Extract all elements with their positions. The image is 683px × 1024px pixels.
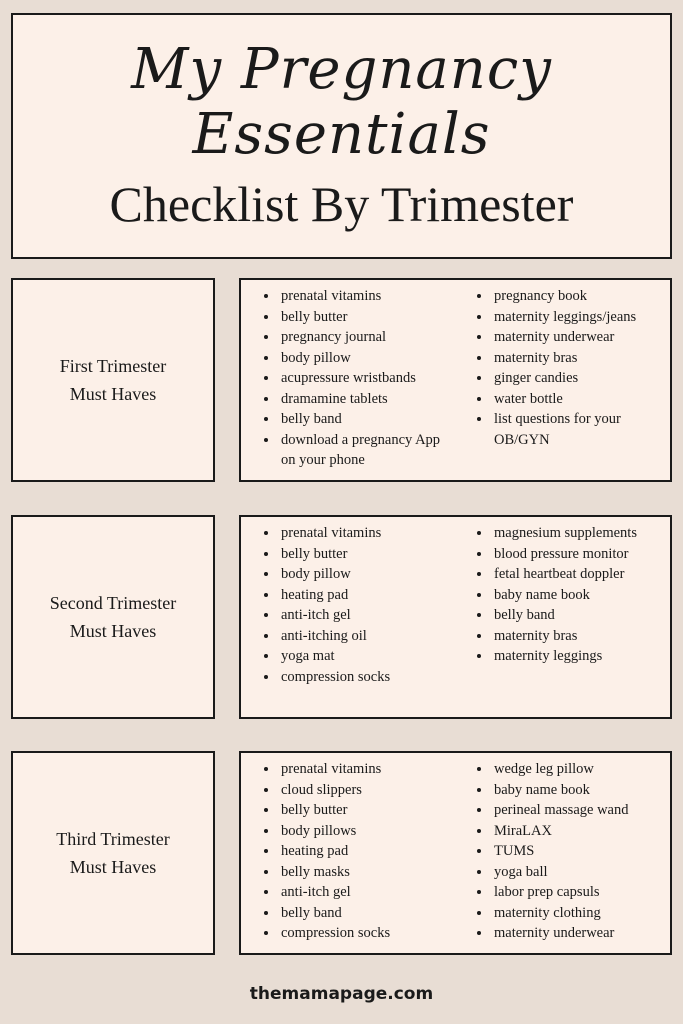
first-trimester-checklist bbox=[239, 278, 672, 482]
checklist-item: • baby name book bbox=[492, 585, 662, 606]
checklist-item: • body pillow bbox=[279, 348, 454, 369]
checklist-left-column bbox=[261, 759, 454, 944]
checklist-item: • yoga mat bbox=[279, 646, 454, 667]
checklist-item: • MiraLAX bbox=[492, 821, 662, 842]
checklist-item: • prenatal vitamins bbox=[279, 286, 454, 307]
checklist-item: • heating pad bbox=[279, 841, 454, 862]
second-trimester-label-box bbox=[11, 515, 215, 719]
script-title: My Pregnancy Essentials bbox=[131, 37, 552, 167]
checklist-item: • acupressure wristbands bbox=[279, 368, 454, 389]
checklist-item: • body pillows bbox=[279, 821, 454, 842]
section-label-line2: Must Haves bbox=[69, 857, 157, 877]
checklist-item: • water bottle bbox=[492, 389, 662, 410]
checklist-item: • yoga ball bbox=[492, 862, 662, 883]
checklist-item: • pregnancy book bbox=[492, 286, 662, 307]
checklist-item: • maternity underwear bbox=[492, 923, 662, 944]
checklist-item: • prenatal vitamins bbox=[279, 759, 454, 780]
checklist-item: • compression socks bbox=[279, 667, 454, 688]
section-label-line1: First Trimester bbox=[59, 356, 167, 376]
checklist-item: • TUMS bbox=[492, 841, 662, 862]
checklist-item: • belly band bbox=[279, 409, 454, 430]
checklist-item: • anti-itch gel bbox=[279, 882, 454, 903]
section-label-line1: Second Trimester bbox=[49, 593, 177, 613]
checklist-item: • prenatal vitamins bbox=[279, 523, 454, 544]
first-trimester-label-box bbox=[11, 278, 215, 482]
checklist-item: • cloud slippers bbox=[279, 780, 454, 801]
checklist-item: • labor prep capsuls bbox=[492, 882, 662, 903]
checklist-item: • perineal massage wand bbox=[492, 800, 662, 821]
checklist-item: • blood pressure monitor bbox=[492, 544, 662, 565]
checklist-item: • heating pad bbox=[279, 585, 454, 606]
checklist-left-column bbox=[261, 523, 454, 687]
checklist-item: • belly butter bbox=[279, 544, 454, 565]
checklist-item: • fetal heartbeat doppler bbox=[492, 564, 662, 585]
checklist-item: • maternity bras bbox=[492, 348, 662, 369]
checklist-right-column bbox=[474, 523, 662, 667]
checklist-item: • baby name book bbox=[492, 780, 662, 801]
checklist-item: • maternity leggings/jeans bbox=[492, 307, 662, 328]
checklist-item: • download a pregnancy App on your phone bbox=[279, 430, 454, 471]
third-trimester-checklist bbox=[239, 751, 672, 955]
checklist-item: • belly band bbox=[492, 605, 662, 626]
site-footer: themamapage.com bbox=[249, 984, 434, 1004]
checklist-item: • anti-itching oil bbox=[279, 626, 454, 647]
second-trimester-checklist bbox=[239, 515, 672, 719]
title-banner bbox=[11, 13, 672, 259]
checklist-item: • belly butter bbox=[279, 800, 454, 821]
checklist-item: • belly butter bbox=[279, 307, 454, 328]
checklist-item: • maternity clothing bbox=[492, 903, 662, 924]
section-label-line2: Must Haves bbox=[69, 621, 157, 641]
checklist-item: • maternity leggings bbox=[492, 646, 662, 667]
checklist-item: • maternity underwear bbox=[492, 327, 662, 348]
section-label-line1: Third Trimester bbox=[56, 829, 170, 849]
checklist-right-column bbox=[474, 759, 662, 944]
checklist-item: • dramamine tablets bbox=[279, 389, 454, 410]
checklist-right-column bbox=[474, 286, 662, 450]
checklist-item: • compression socks bbox=[279, 923, 454, 944]
checklist-item: • belly masks bbox=[279, 862, 454, 883]
checklist-item: • belly band bbox=[279, 903, 454, 924]
checklist-item: • magnesium supplements bbox=[492, 523, 662, 544]
checklist-item: • body pillow bbox=[279, 564, 454, 585]
checklist-item: • pregnancy journal bbox=[279, 327, 454, 348]
checklist-left-column bbox=[261, 286, 454, 471]
checklist-item: • anti-itch gel bbox=[279, 605, 454, 626]
checklist-item: • list questions for your OB/GYN bbox=[492, 409, 662, 450]
section-label-line2: Must Haves bbox=[69, 384, 157, 404]
checklist-item: • wedge leg pillow bbox=[492, 759, 662, 780]
checklist-subtitle: Checklist By Trimester bbox=[109, 176, 574, 232]
checklist-item: • maternity bras bbox=[492, 626, 662, 647]
third-trimester-label-box bbox=[11, 751, 215, 955]
checklist-item: • ginger candies bbox=[492, 368, 662, 389]
